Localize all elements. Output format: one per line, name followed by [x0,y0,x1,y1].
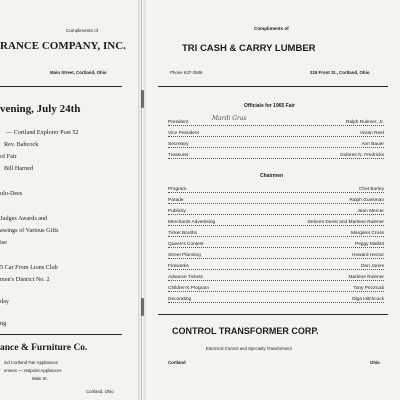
officials-heading: Officials for 1965 Fair [244,103,295,109]
right-footer-state: Ohio [370,360,380,365]
official-row: Vice President Vivian Reel [168,131,384,136]
program-item: Bill Harned [4,165,34,172]
event-title: vening, July 24th [0,103,81,115]
chairman-row: Merchants Advertising Delores Dunst and Marlene Rulener [168,220,384,225]
right-divider-2 [158,314,388,315]
program-item: ulo-Dees [0,190,23,197]
left-company-address: Main Street, Cortland, Ohio [50,70,107,75]
chairman-row: Ticket Booths Margaret Cross [168,231,384,236]
official-row: President Ralph Rulener, Jr. [168,120,384,125]
right-compliments: Compliments of [254,26,289,31]
left-page [0,0,138,400]
program-item: men's District No. 2 [0,276,50,283]
right-company-address: 215 Front St., Cortland, Ohio [310,70,370,75]
left-divider-1 [0,86,122,87]
fold-line [141,0,142,400]
right-footer-company: CONTROL TRANSFORMER CORP. [172,326,319,336]
program-item: day [0,298,9,305]
chairman-row: Parade Ralph Guesman [168,198,384,203]
right-page [150,0,394,400]
chairman-row: Publicity Jean Mercer [168,209,384,214]
right-footer-city: Cortland [168,360,186,365]
chairmen-heading: Chairmen [260,173,284,179]
left-company-name: RANCE COMPANY, INC. [0,40,126,52]
center-gutter [138,0,146,400]
right-footer-description: Electrical Control and Specialty Transformers [206,346,292,351]
handwritten-note: Mardi Gras [212,115,247,122]
left-footer-line-2: ersees — Hotpoint Appliances [4,368,62,373]
program-item: — Cortland Explorer Post 52 [6,129,79,136]
left-compliments: Compliments of [66,28,98,33]
program-item: awings of Various Gifts [0,227,59,234]
program-item: ng [0,320,7,327]
left-footer-line-1: ind Cortland Fair Appliances [4,360,58,365]
chairman-row: Children's Program Tony Pezzicati [168,286,384,291]
left-footer-company: ance & Furniture Co. [0,343,88,353]
staple-bottom [141,298,144,316]
left-divider-2 [0,334,122,335]
program-item: Judges Awards and [0,215,48,222]
left-footer-city: Cortland, Ohio [86,389,114,394]
chairman-row: Fireworks Don Jones [168,264,384,269]
right-company-name: TRI CASH & CARRY LUMBER [182,43,316,54]
program-item: of Fair [0,153,17,160]
program-item: Rev. Babcock [4,141,39,148]
right-company-phone: Phone 637-2506 [170,70,203,75]
program-item: ise [0,239,7,246]
official-row: Secretary Ann Bauer [168,142,384,147]
chairman-row: Queen's Contest Peggy Mallott [168,242,384,247]
chairman-row: Program Chet Burley [168,187,384,192]
left-footer-line-3: Main St. [32,376,48,381]
staple-top [141,90,144,108]
chairman-row: Street Planning Howard Hector [168,253,384,258]
right-divider-1 [158,86,388,87]
chairman-row: Advance Tickets Marlene Rulener [168,275,384,280]
official-row: Treasurer Dolores N. Fredricks [168,153,384,158]
chairman-row: Decorating Olga Hitchcock [168,297,384,302]
program-item: 5 Car From Lions Club [0,264,58,271]
